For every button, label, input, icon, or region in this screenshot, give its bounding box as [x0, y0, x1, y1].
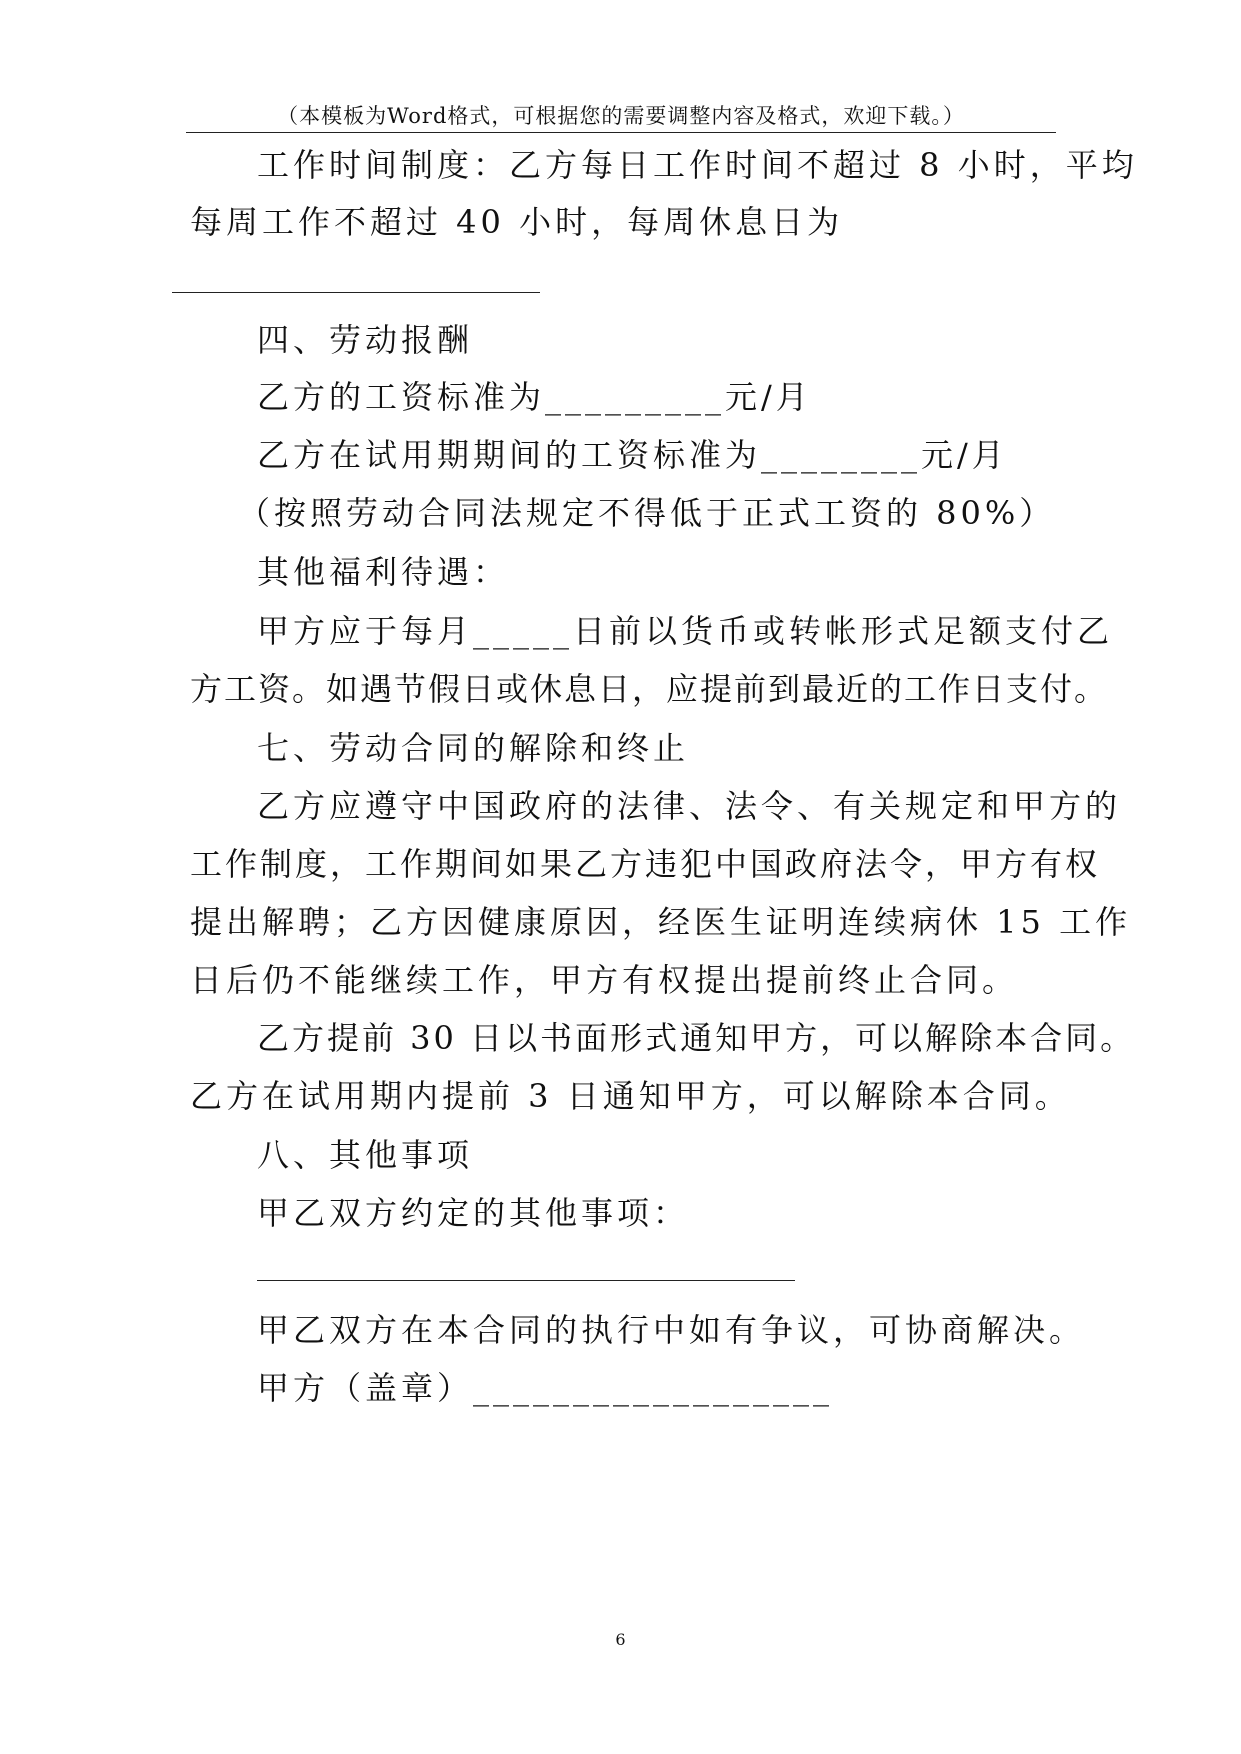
section-heading-pay: 四、劳动报酬	[257, 321, 474, 359]
termination-p1-line-1: 乙方应遵守中国政府的法律、法令、有关规定和甲方的	[257, 787, 1122, 825]
termination-p2-line-1: 乙方提前 30 日以书面形式通知甲方，可以解除本合同。	[257, 1019, 1136, 1057]
rest-day-blank-line	[172, 292, 540, 293]
salary-standard-line: 乙方的工资标准为_________元/月	[257, 378, 812, 416]
termination-p1-line-3: 提出解聘；乙方因健康原因，经医生证明连续病休 15 工作	[190, 903, 1132, 941]
party-a-seal-line: 甲方（盖章）__________________	[257, 1369, 834, 1407]
section-heading-termination: 七、劳动合同的解除和终止	[257, 729, 690, 767]
section-heading-other: 八、其他事项	[257, 1136, 474, 1174]
dispute-resolution-line: 甲乙双方在本合同的执行中如有争议，可协商解决。	[257, 1311, 1086, 1349]
termination-p2-line-2: 乙方在试用期内提前 3 日通知甲方，可以解除本合同。	[190, 1077, 1071, 1115]
payment-line-1: 甲方应于每月_____日前以货币或转帐形式足额支付乙	[257, 612, 1114, 650]
termination-p1-line-4: 日后仍不能继续工作，甲方有权提出提前终止合同。	[190, 961, 1019, 999]
work-time-line-2: 每周工作不超过 40 小时，每周休息日为	[190, 203, 844, 241]
header-divider	[186, 132, 1056, 133]
probation-salary-note: （按照劳动合同法规定不得低于正式工资的 80%）	[238, 494, 1056, 532]
other-matters-blank-line	[257, 1280, 795, 1281]
work-time-line-1: 工作时间制度：乙方每日工作时间不超过 8 小时，平均	[257, 146, 1138, 184]
other-benefits-label: 其他福利待遇：	[257, 553, 510, 591]
other-matters-label: 甲乙双方约定的其他事项：	[257, 1194, 690, 1232]
probation-salary-line: 乙方在试用期期间的工资标准为________元/月	[257, 436, 1008, 474]
payment-line-2: 方工资。如遇节假日或休息日，应提前到最近的工作日支付。	[190, 670, 1109, 708]
termination-p1-line-2: 工作制度，工作期间如果乙方违犯中国政府法令，甲方有权	[190, 845, 1101, 883]
page-number: 6	[615, 1630, 626, 1649]
template-notice-header: （本模板为Word格式，可根据您的需要调整内容及格式，欢迎下载。）	[277, 104, 965, 128]
